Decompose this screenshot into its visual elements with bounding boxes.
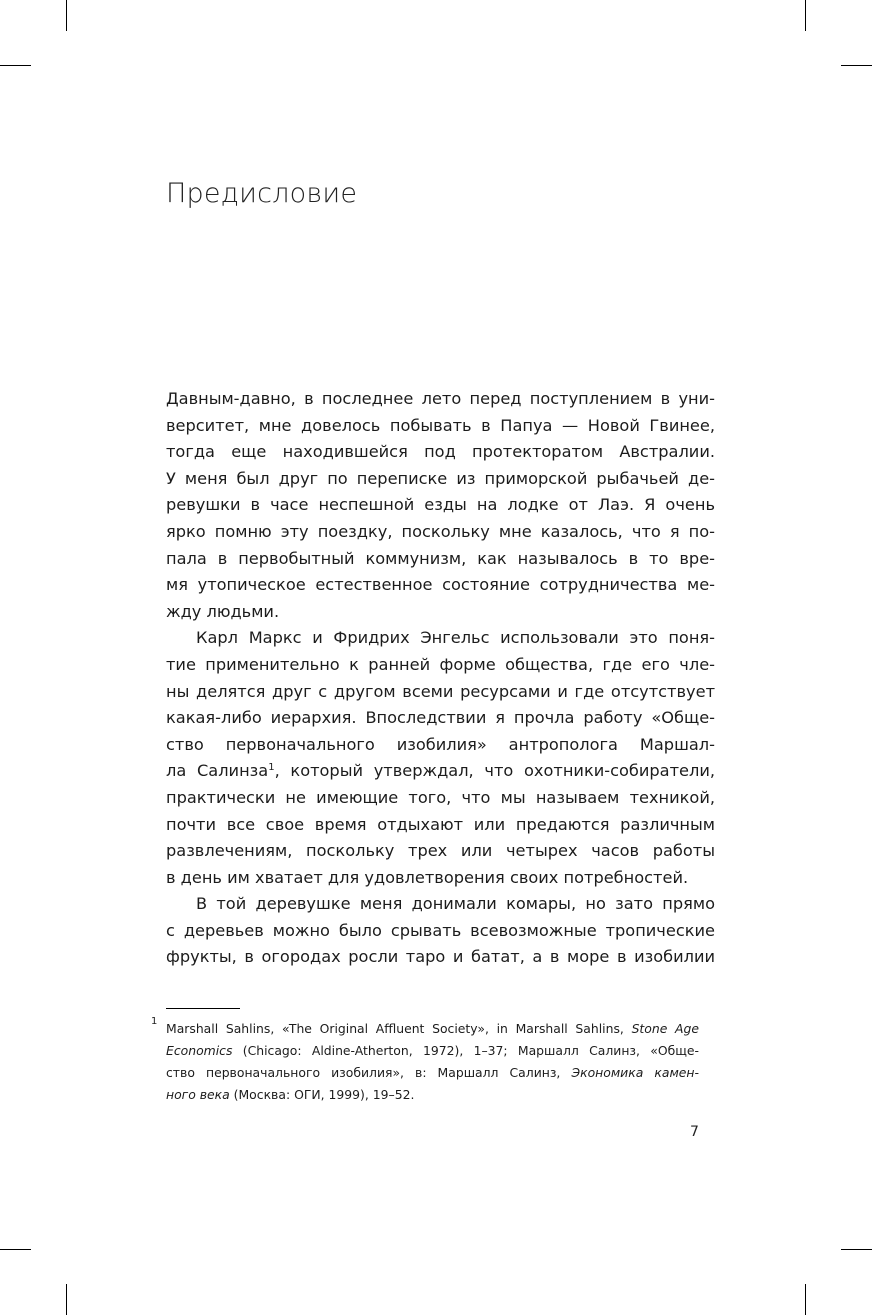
text-line: в день им хватает для удовлетворения своих потребностей. [166,867,689,887]
footnote-text: (Chicago: Aldine-Atherton, 1972), 1–37; Маршалл Салинз, «Обще- [232,1043,699,1058]
text-line: ревушки в часе неспешной езды на лодке от Лаэ. Я очень [166,495,715,515]
text-line: пала в первобытный коммунизм, как называлось в то вре- [166,548,715,568]
chapter-title: Предисловие [166,178,358,209]
crop-mark-top-left-vertical [66,0,67,31]
crop-mark-top-right-horizontal [841,65,872,66]
footnote-marker: 1 [151,1016,158,1027]
footnote-text: Marshall Sahlins, «The Original Affluent Society», in Marshall Sahlins, [166,1021,632,1036]
footnote-reference[interactable]: 1 [268,762,275,774]
footnote-line [166,1062,699,1084]
paragraph-3 [166,891,715,971]
crop-mark-top-right-vertical [805,0,806,31]
crop-mark-bottom-left-horizontal [0,1249,31,1250]
body-text [166,386,715,971]
text-line: жду людьми. [166,601,280,621]
text-line: с деревьев можно было срывать всевозможные тропические [166,920,715,940]
footnote-separator [166,1008,240,1009]
text-line: верситет, мне довелось побывать в Папуа — Новой Гвинее, [166,415,715,435]
footnote-book-title: ного века [166,1087,230,1102]
text-line: развлечениям, поскольку трех или четырех часов работы [166,841,715,861]
text-line: тие применительно к ранней форме общества, где его чле- [166,654,715,674]
footnote-line [166,1084,699,1106]
text-line: ярко помню эту поездку, поскольку мне казалось, что я по- [166,521,715,541]
text-line: ны делятся друг с другом всеми ресурсами и где отсутствует [166,681,715,701]
footnote-book-title: Economics [166,1043,233,1058]
page-number: 7 [690,1124,699,1140]
text-line: мя утопическое естественное состояние сотрудничества ме- [166,575,715,595]
text-line: почти все свое время отдыхают или предаются различным [166,814,715,834]
footnote [166,1018,699,1106]
text-line: Карл Маркс и Фридрих Энгельс использовали это поня- [196,628,715,648]
footnote-book-title: Экономика камен- [571,1065,699,1080]
text-line: практически не имеющие того, что мы называем техникой, [166,787,715,807]
footnote-line [166,1040,699,1062]
footnote-line [166,1018,699,1040]
text-line: фрукты, в огородах росли таро и батат, а в море в изобилии [166,947,715,967]
footnote-text: (Москва: ОГИ, 1999), 19–52. [229,1087,415,1102]
paragraph-2 [166,625,715,891]
text-segment: , который утверждал, что охотники-собиратели, [274,761,715,781]
footnote-text: ство первоначального изобилия», в: Маршалл Салинз, [166,1065,572,1080]
text-line: В той деревушке меня донимали комары, но зато прямо [196,894,715,914]
crop-mark-bottom-right-horizontal [841,1249,872,1250]
text-line-with-footnote [166,758,715,785]
paragraph-1 [166,386,715,625]
text-line: тогда еще находившейся под протекторатом Австралии. [166,442,715,462]
text-line: какая-либо иерархия. Впоследствии я прочла работу «Обще- [166,708,715,728]
crop-mark-top-left-horizontal [0,65,31,66]
text-line: Давным-давно, в последнее лето перед поступлением в уни- [166,389,715,408]
text-segment: ла Салинза [166,761,269,781]
text-line: ство первоначального изобилия» антрополога Маршал- [166,734,715,754]
footnote-book-title: Stone Age [631,1021,699,1036]
text-line: У меня был друг по переписке из приморской рыбачьей де- [166,468,715,488]
crop-mark-bottom-left-vertical [66,1284,67,1315]
crop-mark-bottom-right-vertical [805,1284,806,1315]
